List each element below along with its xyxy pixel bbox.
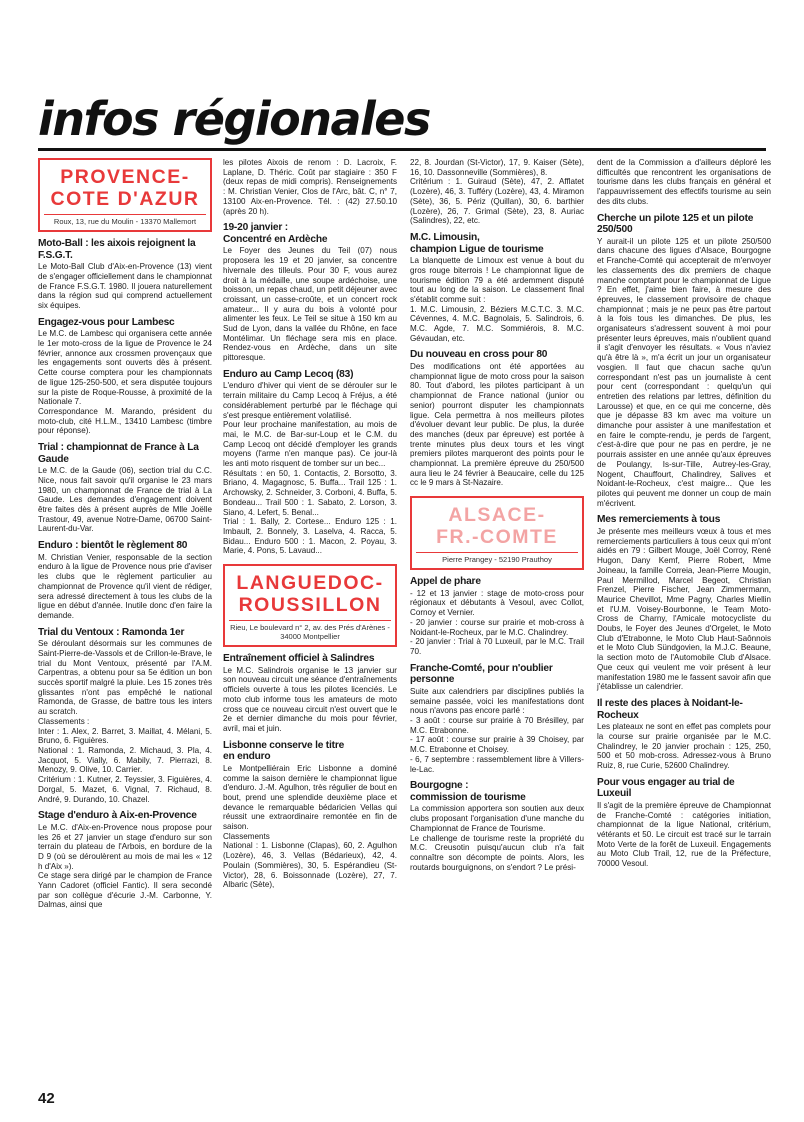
article (223, 653, 397, 734)
article-title: Pour vous engager au trial de Luxeuil (597, 776, 735, 800)
article-body: Suite aux calendriers par disciplines publiés la semaine passée, voici les manifestations dont nous n'avons pas encore parlé : - 3 août : course sur prairie à 70 Brésilley, par M.C. Etrabonne. - 17 août : course sur prairie à 39 Choisey, par M.C. Etrabonne et Choisey. - 6, 7 septembre : rassemblement libre à Villers-le-Lac. (410, 686, 584, 774)
article-body: La commission apportera son soutien aux deux clubs proposant l'organisation d'une manche du Championnat de France de Tourisme. Le challenge de tourisme reste la propriété du M.C. Creusotin puisqu'aucun club n'a fait connaître son décompte de points. Alors, les routards bourguignons, on s'endort ? Le prési- (410, 804, 584, 872)
article (38, 810, 212, 910)
article-title: Trial : championnat de France à La Gaude (38, 442, 199, 465)
page-number: 42 (38, 1090, 55, 1107)
article-body: Y aurait-il un pilote 125 et un pilote 250/500 dans chacune des ligues d'Alsace, Bourgogne et Franche-Comté qui accepterait de m'envoyer les classements des dix premiers de chaque manche comptant pour le championnat de Ligue ? En effet, j'aime bien faire, à mesure des épreuves, le classement provisoire de chaque championnat ; mais je ne peux pas être partout à la fois tous les dimanches. De plus, les organisateurs s'adressent souvent à moi pour présenter leurs épreuves, mais n'oublient quand il s'agit d'envoyer les résultats. « Vous n'aviez qu'à être là », m'a écrit un jour un organisateur vosgien. Il faut que chacun sache qu'un correspondant n'est pas un journaliste à cent pour cent (correspondant : quelqu'un qui entretien des relations par lettres, définition du Larousse) et que, en ce qui me concerne, dès que je dépasse 83 km avec ma voiture un dimanche pour assister à une manifestation et en faire le compte-rendu, je perds de l'argent, c'est-à-dire que pour ne pas en perdre, je ne pourrais assister en une année qu'aux épreuves de Poulangy, Is-sur-Tille, Autrey-les-Gray, Nogent, Chauffourt, Chalindrey, Salives et Noidant-le-Rocheux, c'est maigre... Que les pilotes qui peuvent me donner un coup de main m'écrivent. (597, 236, 771, 508)
article-title: Mes remerciements à tous (597, 514, 721, 526)
article-body: Le Foyer des Jeunes du Teil (07) nous proposera les 19 et 20 janvier, sa concentre hivernale des tilleuls. Pour 30 F, vous aurez droit à la médaille, une soupe ardéchoise, une boisson, un repas chaud, un petit déjeuner avec croissant, un casse-croûte, et un concert rock amateur... Il y aura du bois à volonté pour alimenter les feux. Le Teil se situe à 150 km au Sud de Lyon, dans la vallée du Rhône, en face Montélimar. Un fléchage sera mis en place. Rendez-vous en Ardèche, dans un site pittoresque. (223, 246, 397, 363)
column-2 (223, 158, 397, 892)
article-body: Je présente mes meilleurs vœux à tous et mes remerciements particuliers à tous ceux qui m'ont aidés en 79 : Gilbert Mouge, Joël Corroy, René Hugon, Dany Kemf, Pierre Robert, Mme Joineau, la famille Correia, Jean-Pierre Mougin, Paul Mermillod, Marcel Begeot, Christian Frenzel, Pierre Fischer, Jean Zimmermann, Maurice Chevillot, Mme Pagny, Charles Miellin et l'U.M. Voisey-Bourbonne, le Team Moto-Cross de Charny, l'Amicale motocycliste du Doubs, le Foyer des Jeunes d'Orgelet, le Moto Club d'Etrabonne, le Moto Club Haut-Saônnois et le Moto Club Sündgovien, la M.J.C. Beaune, la section moto de l'Automobile Club d'Alsace. Que ceux qui veulent me voir présent à leur manifestation 1980 me le fassent savoir afin que j'établisse un calendrier. (597, 526, 771, 692)
region-title: ALSACE- FR.-COMTE (436, 504, 558, 549)
article (223, 740, 397, 890)
article (597, 213, 771, 509)
article (410, 576, 584, 657)
article-title: Stage d'enduro à Aix-en-Provence (38, 810, 197, 822)
article-body: L'enduro d'hiver qui vient de se dérouler sur le terrain militaire du Camp Lecoq à Fréjus, a été considérablement perturbé par le fléchage qui s'est presque entièrement volatilisé. Pour leur prochaine manifestation, au mois de mai, le M.C. de Bar-sur-Loup et le C.M. du Camp Lecoq ont décidé d'employer les grands moyens (l'arme n'en manque pas). Ce jour-là les anti moto risquent de tomber sur un bec... Résultats : en 50, 1. Contactis, 2. Borsotto, 3. Briano, 4. Magagnosc, 5. Buffa... Trail 125 : 1. Archowsky, 2. Schneider, 3. Corboni, 4. Buffa, 5. Bondeau... Trail 500 : 1. Sabato, 2. Lorson, 3. Siano, 4. Lefert, 5. Benal... Trial : 1. Bally, 2. Cortese... Enduro 125 : 1. Imbault, 2. Bonnely, 3. Laselva, 4. Racca, 5. Bidau... Enduro 500 : 1. Macon, 2. Poyau, 3. Marie, 4. Pons, 5. Lavaud... (223, 381, 397, 556)
article-title: Engagez-vous pour Lambesc (38, 316, 175, 328)
masthead-rule (38, 148, 766, 151)
article-title: Moto-Ball : les aixois rejoignent la F.S.G.T. (38, 238, 196, 261)
article-title: Bourgogne : commission de tourisme (410, 780, 526, 803)
region-title: PROVENCE- COTE D'AZUR (50, 166, 200, 210)
article-title: Franche-Comté, pour n'oublier personne (410, 662, 553, 686)
column-4 (597, 158, 771, 871)
article-body: Le Moto-Ball Club d'Aix-en-Provence (13) vient de s'engager officiellement dans le championnat de France F.S.G.T. 1980. Il jouera naturellement dans la région sud qui comprend actuellement six équipes. (38, 262, 212, 310)
article-body: Le M.C. Salindrois organise le 13 janvier sur son nouveau circuit une séance d'entraînements officiels ouverte à tous les pilotes licenciés. Le moto club informe tous les amateurs de moto cross que ce nouveau circuit n'est ouvert que le 2e et dernier dimanche du mois pour février, avril, mai et juin. (223, 665, 397, 733)
article-body: Des modifications ont été apportées au championnat ligue de moto cross pour la saison 80. Tout d'abord, les pilotes participant à un championnat de France national (junior ou senior) pourront disputer les championnats ligue. Cela permettra à nos meilleurs pilotes d'évoluer devant leur public. De plus, la durée des manches (deux par épreuve) est portée à trente minutes plus deux tours et les vingt premiers pilotes marqueront des points pour le championnat. La première épreuve du 250/500 aura lieu le 24 février à Beaucaire, celle du 125 cc le 9 mars à St-Nazaire. (410, 362, 584, 488)
region-header-languedoc (223, 564, 397, 647)
article (38, 317, 212, 436)
region-header-alsace (410, 496, 584, 570)
article-title: Trial du Ventoux : Ramonda 1er (38, 626, 185, 638)
article (410, 232, 584, 344)
article (597, 777, 771, 869)
article (410, 780, 584, 872)
article-body: Se déroulant désormais sur les communes de Saint-Pierre-de-Vassols et de Crillon-le-Brave, le trial du Mont Ventoux, présenté par l'A.M. Carpentras, a obtenu pour sa 5e édition un bon succès sportif malgré la pluie. Les 15 zones très glissantes n'ont pas empêché le national Ramonda, de Grasse, de battre tous les inters au scratch. Classements : Inter : 1. Alex, 2. Barret, 3. Maillat, 4. Mélani, 5. Bruno, 6. Figuières. National : 1. Ramonda, 2. Michaud, 3. Pla, 4. Jacquot, 5. Vially, 6. Mabily, 7. Pierrazi, 8. Menozy, 9. Olive, 10. Carrier. Critérium : 1. Kutner, 2. Teyssier, 3. Figuières, 4. Dorgal, 5. Mazet, 6. Vignal, 7. Richaud, 8. André, 9. Durando, 10. Chazel. (38, 639, 212, 804)
article-body: La blanquette de Limoux est venue à bout du gros rouge biterrois ! Le championnat ligue de tourisme édition 79 a été ardemment disputé tout au long de la saison. Le classement final s'établit comme suit : 1. M.C. Limousin, 2. Béziers M.C.T.C. 3. M.C. Cévennes, 4. M.C. Bagnolais, 5. Salindrois, 6. M.C. Agde, 7. M.C. Sommiérois, 8. M.C. Gévaudan, etc. (410, 256, 584, 343)
article-title: M.C. Limousin, champion Ligue de tourisme (410, 231, 544, 255)
article-title: Enduro : bientôt le règlement 80 (38, 540, 188, 552)
article (38, 238, 212, 311)
article-body: - 12 et 13 janvier : stage de moto-cross pour régionaux et débutants à Vesoul, avec Collot, Cornoy et Vernier. - 20 janvier : course sur prairie et mob-cross à Noidant-le-Rocheux, par le M.C. Chalindrey. - 20 janvier : Trial à 70 Luxeuil, par le M.C. Trail 70. (410, 588, 584, 656)
column-3 (410, 158, 584, 874)
region-title: LANGUEDOC- ROUSSILLON (236, 572, 384, 617)
region-address: Roux, 13, rue du Moulin - 13370 Mallemort (44, 214, 206, 226)
article-title: 19-20 janvier : Concentré en Ardèche (223, 222, 328, 245)
article-title: Entraînement officiel à Salindres (223, 653, 375, 665)
article (38, 442, 212, 534)
article-body: Le M.C. de la Gaude (06), section trial du C.C. Nice, nous fait savoir qu'il organise le 23 mars 1980, un championnat de France de trial à La Gaude. Les demandes d'engagement doivent être faites dès à présent auprès de Mlle Joëlle Trastour, 49, avenue Notre-Dame, 06700 Saint-Laurent-du-Var. (38, 466, 212, 534)
region-address: Rieu, Le boulevard n° 2, av. des Prés d'Arènes - 34000 Montpellier (229, 620, 391, 641)
article-title: Appel de phare (410, 576, 481, 588)
article (38, 540, 212, 621)
region-header-provence (38, 158, 212, 232)
article (223, 369, 397, 556)
article-body: M. Christian Venier, responsable de la section enduro à la ligue de Provence nous prie d'aviser les clubs que le règlement particulier au championnat de Provence qu'il vient de rédiger, sera adressé directement à tous les clubs de la ligue en début d'année. Inutile donc d'en faire la demande. (38, 552, 212, 620)
section-title: infos régionales (38, 92, 430, 146)
article-continuation: les pilotes Aixois de renom : D. Lacroix, F. Laplane, D. Théric. Coût par stagiaire : 350 F (deux repas de midi compris). Renseignements : M. Christian Venier, Clos de l'Arc, bât. C, n° 7, 13100 Aix-en-Provence. Tél. : (42) 27.50.10 (après 20 h). (223, 158, 397, 216)
article (223, 222, 397, 363)
column-1 (38, 158, 212, 912)
article-continuation: dent de la Commission a d'ailleurs déploré les difficultés que rencontrent les organisations de tourisme dans les clubs français en général et l'appauvrissement des effectifs tourisme au sein des dits clubs. (597, 158, 771, 206)
article-title: Du nouveau en cross pour 80 (410, 349, 548, 361)
article-body: Le M.C. d'Aix-en-Provence nous propose pour les 26 et 27 janvier un stage d'enduro sur son terrain du plateau de l'Arbois, en bordure de la D 9 (où se déroulèrent au mois de mai les « 12 h d'Aix »). Ce stage sera dirigé par le champion de France Yann Cadoret (officiel Fantic). Il sera secondé par son collègue d'écurie J.-M. Carbonne, Y. Dalmas, ainsi que (38, 822, 212, 910)
article (38, 627, 212, 805)
article-title: Cherche un pilote 125 et un pilote 250/500 (597, 212, 754, 236)
article-title: Enduro au Camp Lecoq (83) (223, 368, 354, 380)
article-body: Le Montpelliérain Eric Lisbonne a dominé comme la saison dernière le championnat ligue d'enduro. J.-M. Agulhon, très régulier de bout en bout, prend une splendide deuxième place et devance le remarquable bédaricien Vellas qui réussit une extraordinaire remontée en fin de saison. Classements National : 1. Lisbonne (Clapas), 60, 2. Agulhon (Lozère), 46, 3. Vellas (Bédarieux), 42, 4. Poulain (Sommières), 30, 5. Espérandieu (St-Victor), 28, 6. Boissonnade (Lozère), 27, 7. Albaric (Sète), (223, 763, 397, 890)
region-address: Pierre Prangey - 52190 Prauthoy (416, 552, 578, 564)
article (410, 663, 584, 775)
article (597, 514, 771, 692)
article-title: Lisbonne conserve le titre en enduro (223, 739, 345, 763)
article-body: Le M.C. de Lambesc qui organisera cette année le 1er moto-cross de la ligue de Provence le 24 février, annonce aux crossmen provençaux que les engagements sont ouverts dès à présent. Cette course comptera pour les championnats de ligue 125-250-500, et sera disputée toujours sur la piste de Roque-Rousse, à proximité de la Nationale 7. Correspondance M. Marando, président du moto-club, cité H.L.M., 13410 Lambesc (timbre pour réponse). (38, 329, 212, 436)
article-body: Il s'agit de la première épreuve de Championnat de Franche-Comté : catégories initiation, championnat de la ligue National, critérium, vétérants et 50. Le circuit est tracé sur le tarrain Moto Verte de la forêt de Luxeuil. Engagements au Moto Club Trail, 12, rue de la Préfecture, 70000 Vesoul. (597, 800, 771, 869)
article-title: Il reste des places à Noidant-le-Rocheux (597, 697, 743, 721)
article-continuation: 22, 8. Jourdan (St-Victor), 17, 9. Kaiser (Sète), 16, 10. Dassonneville (Sommières), 8. Critérium : 1. Guiraud (Sète), 47, 2. Afflatet (Lozère), 46, 3. Tufféry (Lozère), 43, 4. Miramon (Sète), 36, 5. Périz (Quillan), 30, 6. barthier (Lozère), 26, 7. Grimal (Sète), 23, 8. Auriac (Salindres), 22, etc. (410, 158, 584, 226)
article (410, 349, 584, 488)
article (597, 698, 771, 771)
article-body: Les plateaux ne sont en effet pas complets pour la course sur prairie organisée par le M.C. Chalindrey, le 20 janvier prochain : 125, 250, 500 et 50 mob-cross. Adressez-vous à Bruno Ruiz, 8, rue Curie, 52600 Chalindrey. (597, 722, 771, 770)
